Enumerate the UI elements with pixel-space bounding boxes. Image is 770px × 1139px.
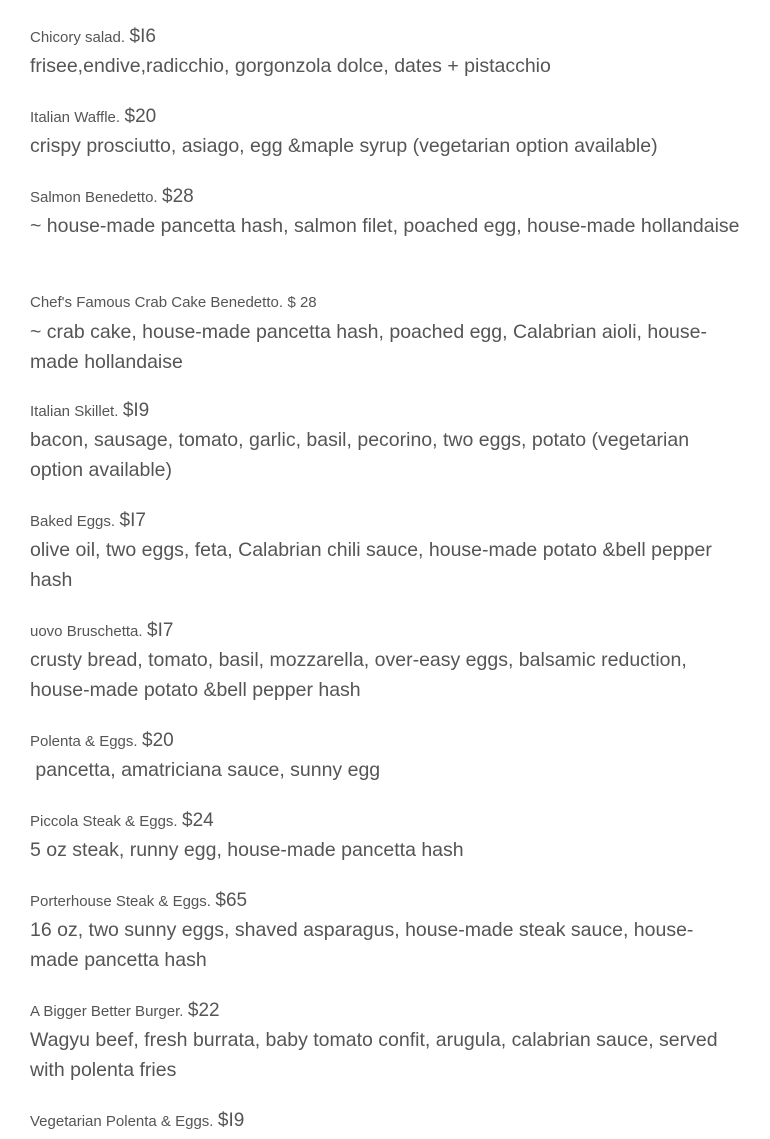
menu-item-price: $65 — [215, 890, 248, 911]
menu-item-description: crusty bread, tomato, basil, mozzarella, over-easy eggs, balsamic reduction, house-made potato &bell pepper hash — [30, 649, 693, 701]
menu-item-name: Polenta & Eggs. — [30, 733, 138, 750]
menu-item-bigger-better-burger — [30, 999, 740, 1085]
menu-item-name: A Bigger Better Burger. — [30, 1003, 184, 1020]
menu-item-price: $24 — [182, 810, 214, 831]
menu-item-price: $20 — [142, 730, 174, 751]
menu-item-title — [30, 729, 740, 753]
menu-item-title — [30, 399, 740, 423]
menu-item-crab-cake-benedetto — [30, 291, 740, 377]
menu-item-price: $I9 — [122, 400, 150, 421]
menu-item-title — [30, 999, 740, 1023]
menu-item-title — [30, 25, 740, 49]
menu-item-price: $I9 — [217, 1110, 245, 1131]
menu-item-chicory-salad — [30, 25, 740, 81]
menu-item-description: frisee,endive,radicchio, gorgonzola dolce, dates + pistacchio — [30, 55, 551, 77]
menu-item-description: 5 oz steak, runny egg, house-made pancetta hash — [30, 839, 464, 861]
menu-item-title — [30, 185, 740, 209]
menu-item-price: $ 28 — [287, 294, 317, 311]
menu-item-name: Italian Skillet. — [30, 403, 119, 420]
menu-item-description: crispy prosciutto, asiago, egg &maple syrup (vegetarian option available) — [30, 135, 658, 157]
menu-item-description: bacon, sausage, tomato, garlic, basil, pecorino, two eggs, potato (vegetarian option available) — [30, 429, 695, 481]
menu-item-price: $I6 — [129, 26, 156, 47]
menu-item-italian-skillet — [30, 399, 740, 485]
menu-item-polenta-eggs — [30, 729, 740, 785]
menu-item-name: Piccola Steak & Eggs. — [30, 813, 178, 830]
menu-item-name: Vegetarian Polenta & Eggs. — [30, 1113, 214, 1130]
menu-item-description: ~ house-made pancetta hash, salmon filet, poached egg, house-made hollandaise — [30, 215, 740, 237]
menu-item-price: $I7 — [119, 510, 146, 531]
menu-item-porterhouse-steak-eggs — [30, 889, 740, 975]
menu-item-salmon-benedetto — [30, 185, 740, 241]
menu-item-baked-eggs — [30, 509, 740, 595]
menu-item-description: ~ crab cake, house-made pancetta hash, poached egg, Calabrian aioli, house-made hollandaise — [30, 321, 707, 373]
menu-item-title — [30, 1109, 740, 1133]
menu-item-name: Salmon Benedetto. — [30, 189, 158, 206]
menu-item-name: Chicory salad. — [30, 29, 126, 46]
menu-item-description: pancetta, amatriciana sauce, sunny egg — [30, 759, 381, 781]
menu-item-name: uovo Bruschetta. — [30, 623, 143, 640]
menu-item-title — [30, 889, 740, 913]
menu-item-description: olive oil, two eggs, feta, Calabrian chili sauce, house-made potato &bell pepper hash — [30, 539, 718, 591]
menu-item-piccola-steak-eggs — [30, 809, 740, 865]
menu-item-description: Wagyu beef, fresh burrata, baby tomato confit, arugula, calabrian sauce, served with polenta fries — [30, 1029, 723, 1081]
menu-item-title — [30, 105, 740, 129]
menu-item-uovo-bruschetta — [30, 619, 740, 705]
menu-item-name: Porterhouse Steak & Eggs. — [30, 893, 211, 910]
menu-item-price: $I7 — [147, 620, 174, 641]
menu-item-name: Baked Eggs. — [30, 513, 116, 530]
menu-item-description: 16 oz, two sunny eggs, shaved asparagus, house-made steak sauce, house-made pancetta hash — [30, 919, 694, 971]
menu-item-title — [30, 509, 740, 533]
menu-item-name: Italian Waffle. — [30, 109, 121, 126]
menu-item-price: $22 — [187, 1000, 220, 1021]
menu-item-price: $20 — [124, 106, 157, 127]
menu-item-title — [30, 619, 740, 643]
menu-item-title — [30, 809, 740, 833]
menu-item-price: $28 — [162, 186, 194, 207]
menu-item-italian-waffle — [30, 105, 740, 161]
menu-item-title — [30, 291, 740, 315]
menu-item-name: Chef's Famous Crab Cake Benedetto. — [30, 294, 283, 311]
menu-item-vegetarian-polenta-eggs — [30, 1109, 740, 1133]
